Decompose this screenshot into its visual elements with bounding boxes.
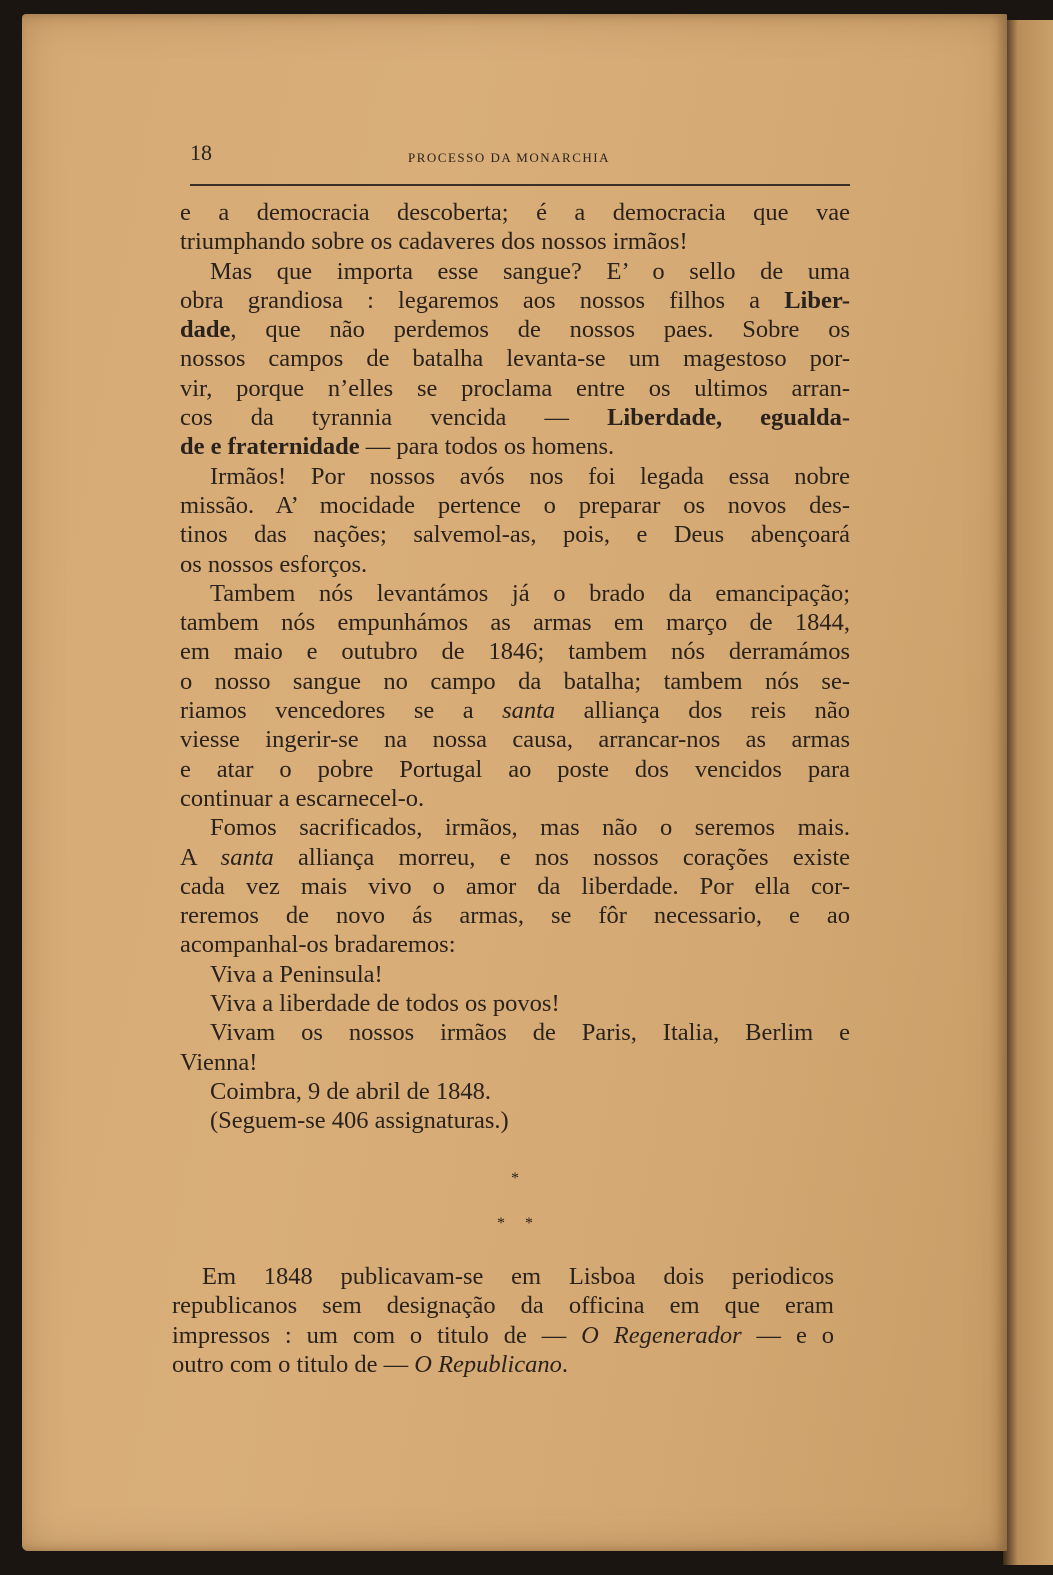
text-line: tambem nós empunhámos as armas em março de 1844, <box>180 609 850 637</box>
bold-phrase: de e fraternidade <box>180 433 360 461</box>
italic-word: santa <box>220 843 274 871</box>
text-line: Irmãos! Por nossos avós nos foi legada essa nobre <box>210 462 850 490</box>
main-text <box>180 198 850 1136</box>
text-line: Fomos sacrificados, irmãos, mas não o seremos mais. <box>210 814 850 842</box>
closing-paragraph <box>172 1262 834 1379</box>
text-line: A santa alliança morreu, e nos nossos corações existe <box>180 843 851 871</box>
text-line: e atar o pobre Portugal ao poste dos vencidos para <box>180 755 850 783</box>
asterism-bottom: * * <box>497 1215 533 1232</box>
date-line: Coimbra, 9 de abril de 1848. <box>210 1077 492 1105</box>
text-line: vir, porque n’elles se proclama entre os ultimos arran- <box>180 374 850 402</box>
italic-word: santa <box>502 697 556 725</box>
text-line: em maio e outubro de 1846; tambem nós derramámos <box>180 638 850 666</box>
text-line: viesse ingerir-se na nossa causa, arrancar-nos as armas <box>180 726 850 754</box>
text-line: missão. A’ mocidade pertence o preparar os novos des- <box>180 491 850 519</box>
cheer-line: Vivam os nossos irmãos de Paris, Italia, Berlim e <box>210 1019 850 1047</box>
text-line: o nosso sangue no campo da batalha; tambem nós se- <box>180 667 850 695</box>
cheer-line: Vienna! <box>180 1048 258 1076</box>
next-page-edge <box>1003 20 1053 1565</box>
text-line: continuar a escarnecel-o. <box>180 784 425 812</box>
text-line: de e fraternidade — para todos os homens. <box>180 433 615 461</box>
text-line: acompanhal-os bradaremos: <box>180 931 456 959</box>
text-line: cada vez mais vivo o amor da liberdade. Por ella cor- <box>180 872 850 900</box>
text-line: triumphando sobre os cadaveres dos nossos irmãos! <box>180 228 688 256</box>
asterism-top: * <box>511 1170 519 1187</box>
text-line: impressos : um com o titulo de — O Regenerador — e o <box>172 1321 834 1349</box>
page-header <box>190 140 850 186</box>
text-line: Em 1848 publicavam-se em Lisboa dois periodicos <box>202 1263 834 1290</box>
text-line: cos da tyrannia vencida — Liberdade, egualda- <box>180 404 850 432</box>
text-line: republicanos sem designação da officina em que eram <box>172 1292 834 1320</box>
periodical-title: O Republicano <box>414 1350 562 1378</box>
cheer-line: Viva a Peninsula! <box>210 960 383 988</box>
text-line: riamos vencedores se a santa alliança dos reis não <box>180 697 851 725</box>
page-number: 18 <box>190 140 212 165</box>
text-line: nossos campos de batalha levanta-se um magestoso por- <box>180 345 850 373</box>
text-line: tinos das nações; salvemol-as, pois, e Deus abençoará <box>180 521 850 549</box>
bold-phrase: Liberdade, egualda- <box>607 404 850 432</box>
text-line: obra grandiosa : legaremos aos nossos filhos a Liber- <box>180 286 850 314</box>
text-line: e a democracia descoberta; é a democracia que vae <box>180 199 850 226</box>
text-line: reremos de novo ás armas, se fôr necessario, e ao <box>180 902 850 930</box>
text-line: os nossos esforços. <box>180 550 368 578</box>
text-line: Tambem nós levantámos já o brado da emancipação; <box>210 579 850 607</box>
text-line: Mas que importa esse sangue? E’ o sello de uma <box>210 257 850 285</box>
running-head: PROCESSO DA MONARCHIA <box>408 150 610 165</box>
text-line: dade, que não perdemos de nossos paes. Sobre os <box>180 316 850 344</box>
bold-phrase: Liber- <box>784 286 850 314</box>
cheer-line: Viva a liberdade de todos os povos! <box>210 990 560 1018</box>
signatures-note: (Seguem-se 406 assignaturas.) <box>210 1107 509 1135</box>
periodical-title: O Regenerador <box>581 1321 742 1349</box>
text-line: outro com o titulo de — O Republicano. <box>172 1350 569 1378</box>
bold-phrase: dade <box>180 316 231 344</box>
